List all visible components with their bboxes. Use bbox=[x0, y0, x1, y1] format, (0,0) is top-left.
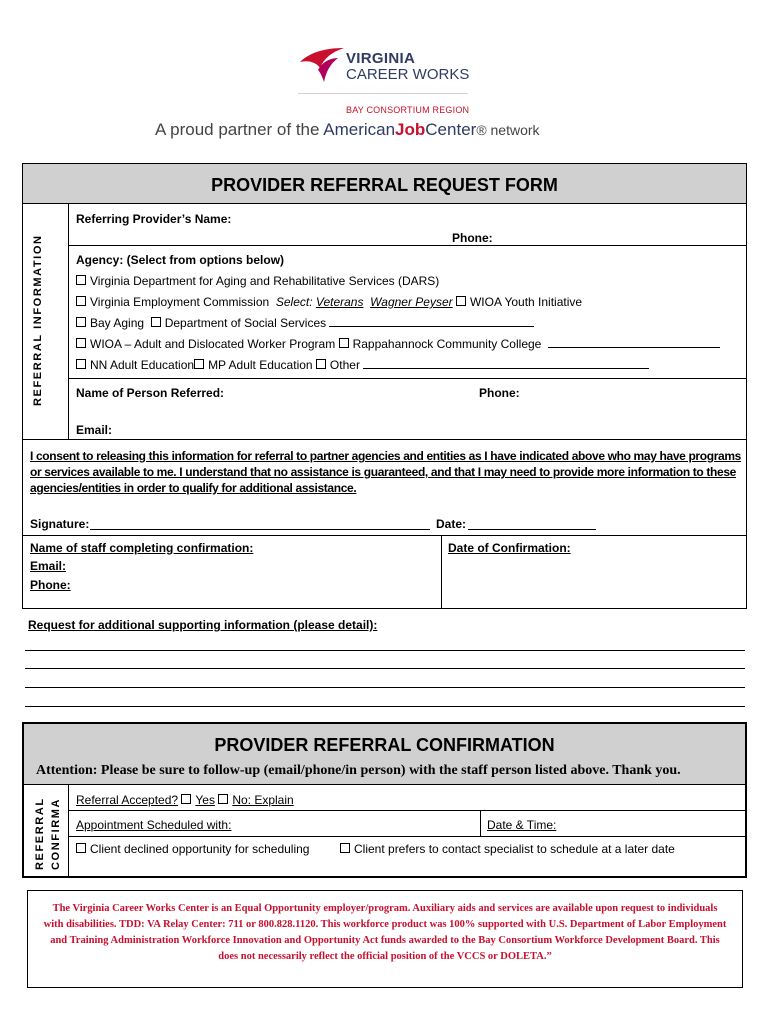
checkbox[interactable] bbox=[181, 794, 191, 804]
referral-accepted-label: Referral Accepted? bbox=[76, 793, 179, 807]
partner-prefix: A proud partner of the bbox=[155, 120, 324, 139]
checkbox[interactable] bbox=[76, 317, 86, 327]
staff-column-divider bbox=[441, 535, 442, 609]
virginia-career-works-logo-icon bbox=[298, 44, 346, 84]
checkbox[interactable] bbox=[76, 338, 86, 348]
accepted-yes: Yes bbox=[195, 793, 215, 807]
logo-text-career-works: CAREER WORKS bbox=[346, 66, 470, 83]
dss-fill-line[interactable] bbox=[329, 316, 534, 327]
agency-option-row-5 bbox=[76, 358, 649, 372]
option-label: Virginia Department for Aging and Rehabilitative Services (DARS) bbox=[90, 274, 440, 288]
appointment-scheduled-label: Appointment Scheduled with: bbox=[76, 818, 232, 832]
confirmation-title: PROVIDER REFERRAL CONFIRMATION bbox=[214, 735, 555, 755]
side-column-divider bbox=[68, 204, 69, 439]
date-line[interactable] bbox=[468, 529, 596, 530]
american-job-center-wordmark bbox=[323, 120, 476, 139]
confirmation-side-divider bbox=[68, 784, 69, 876]
signature-label: Signature: bbox=[30, 517, 90, 531]
row-divider bbox=[68, 245, 747, 246]
checkbox[interactable] bbox=[76, 843, 86, 853]
agency-option-row-3 bbox=[76, 316, 534, 330]
agency-option-row-4 bbox=[76, 337, 720, 351]
ajc-job: Job bbox=[395, 120, 426, 139]
checkbox[interactable] bbox=[76, 275, 86, 285]
consent-statement: I consent to releasing this information for referral to partner agencies and entities as I have indicated above who may have programs or services available to me. I understand that no assistance is guaranteed, and that I may need to provide more information to these agencies/entities in order to qualify for additional assistance. bbox=[30, 449, 741, 495]
checkbox[interactable] bbox=[76, 359, 86, 369]
additional-info-line[interactable] bbox=[25, 668, 745, 669]
region-label: BAY CONSORTIUM REGION bbox=[346, 105, 470, 115]
checkbox[interactable] bbox=[218, 794, 228, 804]
referral-information-side-label: REFERRAL INFORMATION bbox=[32, 234, 44, 406]
accepted-no: No: Explain bbox=[232, 793, 294, 807]
vec-veterans-option[interactable]: Veterans bbox=[315, 295, 364, 309]
agency-option-dars[interactable] bbox=[76, 274, 439, 288]
row-divider bbox=[68, 810, 745, 811]
staff-phone-label: Phone: bbox=[30, 578, 71, 592]
checkbox[interactable] bbox=[194, 359, 204, 369]
checkbox[interactable] bbox=[456, 296, 466, 306]
attention-note: Attention: Please be sure to follow-up (email/phone/in person) with the staff person listed above. Thank you. bbox=[36, 763, 681, 778]
staff-email-label: Email: bbox=[30, 559, 67, 573]
agency-option-vec[interactable] bbox=[76, 295, 582, 309]
confirmation-title-bar bbox=[24, 724, 745, 784]
additional-info-line[interactable] bbox=[25, 706, 745, 707]
form-title-bar bbox=[22, 163, 747, 204]
footer-text: The Virginia Career Works Center is an Equal Opportunity employer/program. Auxiliary aids and services are available upon request to individuals with disabilities. TDD: VA Relay Center: 711 or 800.828.1120. This workforce product was 100% supported with U.S. Department of Labor Employment and Training Administration Workforce Innovation and Opportunity Act funds awarded to the Bay Consortium Workforce Development Board. This does not necessarily reflect the official position of the VCCS or DOLETA.” bbox=[43, 903, 727, 962]
ajc-center: Center bbox=[425, 120, 477, 139]
date-time-label: Date & Time: bbox=[487, 818, 557, 832]
appointment-column-divider bbox=[480, 810, 481, 836]
option-label: Department of Social Services bbox=[164, 316, 327, 330]
option-label: WIOA Youth Initiative bbox=[469, 295, 583, 309]
other-fill-line[interactable] bbox=[363, 358, 649, 369]
option-label: Other bbox=[329, 358, 360, 372]
option-label: Rappahannock Community College bbox=[352, 337, 542, 351]
checkbox[interactable] bbox=[316, 359, 326, 369]
client-declined-option[interactable] bbox=[76, 842, 309, 856]
checkbox[interactable] bbox=[340, 843, 350, 853]
person-referred-label: Name of Person Referred: bbox=[76, 386, 225, 400]
provider-phone-label: Phone: bbox=[452, 231, 493, 245]
client-prefers-option[interactable] bbox=[340, 842, 675, 856]
additional-info-line[interactable] bbox=[25, 650, 745, 651]
option-label: Bay Aging bbox=[90, 316, 145, 330]
option-label: Client declined opportunity for scheduling bbox=[90, 842, 310, 856]
row-divider bbox=[22, 439, 747, 440]
referring-provider-label: Referring Provider’s Name: bbox=[76, 212, 232, 226]
checkbox[interactable] bbox=[76, 296, 86, 306]
confirmation-side-label-2: CONFIRMA bbox=[50, 797, 62, 870]
option-label: NN Adult Education bbox=[90, 358, 195, 372]
row-divider bbox=[22, 535, 747, 536]
additional-info-label: Request for additional supporting information (please detail): bbox=[28, 618, 378, 632]
person-email-label: Email: bbox=[76, 423, 113, 437]
date-label: Date: bbox=[436, 517, 467, 531]
vec-select-label: Select: bbox=[275, 295, 313, 309]
agency-label: Agency: (Select from options below) bbox=[76, 253, 285, 267]
equal-opportunity-footer bbox=[27, 890, 743, 988]
confirmation-side-label-1: REFERRAL bbox=[34, 797, 46, 870]
logo-divider bbox=[298, 93, 468, 94]
checkbox[interactable] bbox=[151, 317, 161, 327]
option-label: WIOA – Adult and Dislocated Worker Program bbox=[90, 337, 336, 351]
staff-name-label: Name of staff completing confirmation: bbox=[30, 541, 254, 555]
additional-info-line[interactable] bbox=[25, 687, 745, 688]
ajc-american: American bbox=[323, 120, 396, 139]
confirmation-header-divider bbox=[24, 784, 745, 785]
person-phone-label: Phone: bbox=[479, 386, 520, 400]
date-of-confirmation-label: Date of Confirmation: bbox=[448, 541, 571, 555]
option-label: Client prefers to contact specialist to schedule at a later date bbox=[354, 842, 675, 856]
checkbox[interactable] bbox=[339, 338, 349, 348]
rcc-fill-line[interactable] bbox=[548, 337, 720, 348]
option-label: Virginia Employment Commission bbox=[90, 295, 270, 309]
vec-wagner-option[interactable]: Wagner Peyser bbox=[370, 295, 453, 309]
partner-suffix: ® network bbox=[476, 122, 540, 138]
option-label: MP Adult Education bbox=[208, 358, 313, 372]
referral-accepted-row bbox=[76, 793, 294, 807]
row-divider bbox=[68, 836, 745, 837]
row-divider bbox=[68, 378, 747, 379]
form-title: PROVIDER REFERRAL REQUEST FORM bbox=[211, 175, 558, 195]
partner-tagline bbox=[155, 120, 540, 140]
logo-text-virginia: VIRGINIA bbox=[346, 50, 416, 67]
signature-line[interactable] bbox=[90, 529, 430, 530]
